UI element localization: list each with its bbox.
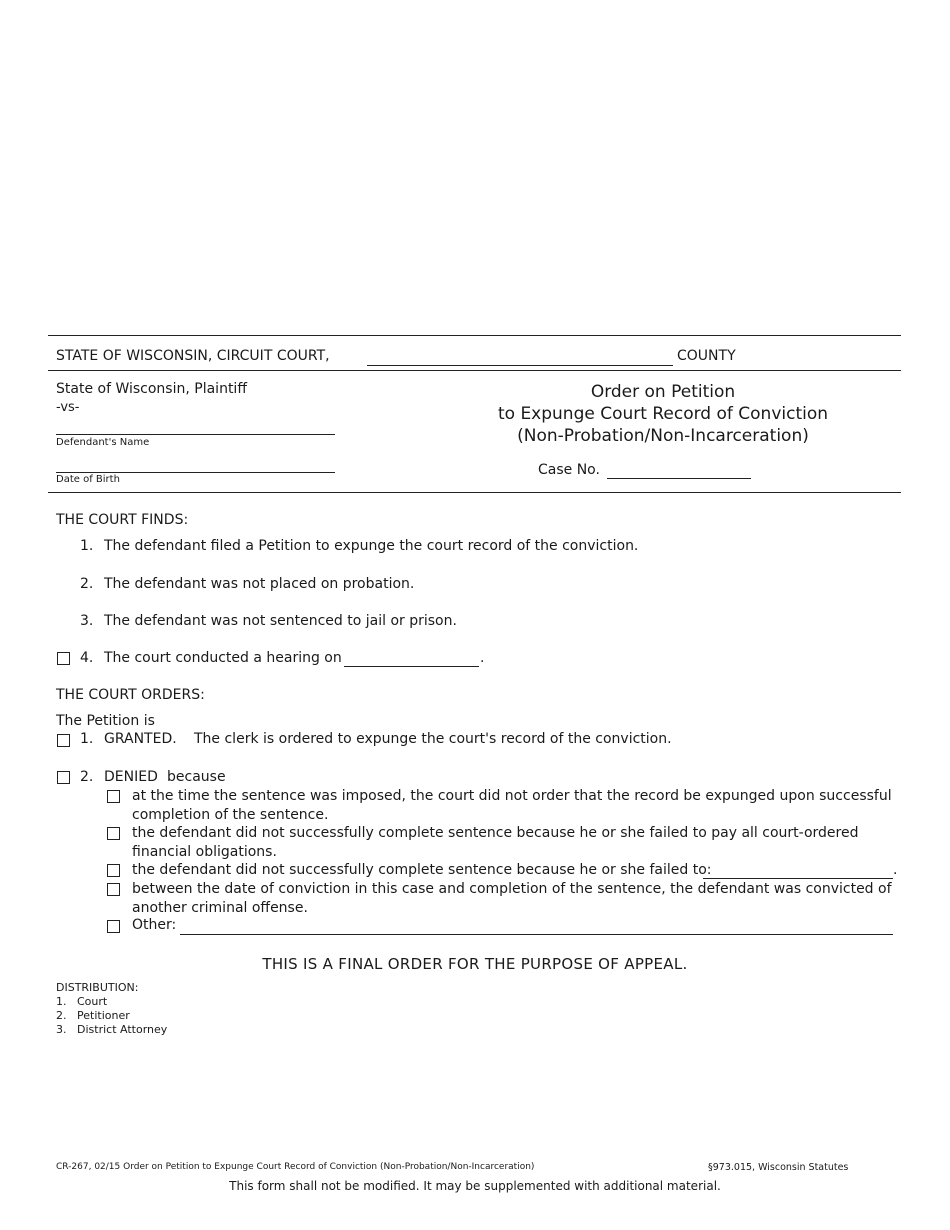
reason-other-checkbox[interactable] (107, 920, 120, 933)
hearing-date-field[interactable] (344, 666, 479, 667)
finding-1-num: 1. (80, 538, 94, 554)
footer-form-id: CR-267, 02/15 Order on Petition to Expunge Court Record of Conviction (Non-Probation/Non-Incarceration) (56, 1162, 535, 1172)
distribution-3-text: District Attorney (77, 1023, 168, 1036)
finding-2-num: 2. (80, 576, 94, 592)
reason-3-checkbox[interactable] (107, 864, 120, 877)
distribution-2-text: Petitioner (77, 1009, 130, 1022)
denied-text: because (167, 769, 226, 785)
reason-2-text: the defendant did not successfully complete sentence because he or she failed to pay all court-ordered financial obligations. (132, 825, 859, 860)
distribution-heading: DISTRIBUTION: (56, 981, 139, 994)
finding-2-text: The defendant was not placed on probation. (104, 576, 415, 592)
footer-notice: This form shall not be modified. It may be supplemented with additional material. (229, 1179, 721, 1193)
court-prefix: STATE OF WISCONSIN, CIRCUIT COURT, (56, 348, 330, 364)
granted-text: The clerk is ordered to expunge the court's record of the conviction. (194, 731, 672, 747)
denied-num: 2. (80, 769, 94, 785)
defendant-name-field[interactable] (56, 434, 335, 435)
granted-checkbox[interactable] (57, 734, 70, 747)
reason-4-text: between the date of conviction in this case and completion of the sentence, the defendant was convicted of another criminal offense. (132, 881, 892, 916)
finding-4-suffix: . (480, 650, 485, 666)
plaintiff-label: State of Wisconsin, Plaintiff (56, 381, 247, 397)
final-order-statement: THIS IS A FINAL ORDER FOR THE PURPOSE OF APPEAL. (262, 955, 688, 973)
header-rule (48, 370, 901, 371)
reason-3-text: the defendant did not successfully complete sentence because he or she failed to: (132, 862, 712, 878)
top-rule (48, 335, 901, 336)
reason-4-checkbox[interactable] (107, 883, 120, 896)
caption-rule (48, 492, 901, 493)
reason-3-suffix: . (893, 862, 898, 878)
orders-intro: The Petition is (56, 713, 155, 729)
finding-4-text: The court conducted a hearing on (104, 650, 342, 666)
county-field[interactable] (367, 365, 673, 366)
dob-field[interactable] (56, 472, 335, 473)
title-line-2: to Expunge Court Record of Conviction (497, 404, 829, 424)
reason-2-checkbox[interactable] (107, 827, 120, 840)
denied-keyword: DENIED (104, 769, 158, 785)
title-line-3: (Non-Probation/Non-Incarceration) (517, 426, 809, 446)
finding-3-num: 3. (80, 613, 94, 629)
case-no-label: Case No. (538, 462, 600, 478)
finding-3-text: The defendant was not sentenced to jail or prison. (104, 613, 457, 629)
reason-1-checkbox[interactable] (107, 790, 120, 803)
distribution-2-num: 2. (56, 1009, 67, 1022)
denied-checkbox[interactable] (57, 771, 70, 784)
distribution-1-text: Court (77, 995, 108, 1008)
findings-heading: THE COURT FINDS: (56, 512, 189, 528)
granted-keyword: GRANTED. (104, 731, 177, 747)
county-label: COUNTY (677, 348, 736, 364)
reason-1-text: at the time the sentence was imposed, the court did not order that the record be expunged upon successful completion of the sentence. (132, 788, 892, 823)
reason-3-field[interactable] (703, 878, 893, 879)
dob-label: Date of Birth (56, 474, 120, 485)
finding-4-checkbox[interactable] (57, 652, 70, 665)
case-no-field[interactable] (607, 478, 751, 479)
reason-other-label: Other: (132, 917, 177, 933)
title-line-1: Order on Petition (590, 382, 736, 402)
defendant-name-label: Defendant's Name (56, 437, 150, 448)
vs-label: -vs- (56, 400, 80, 415)
reason-other-field[interactable] (180, 934, 893, 935)
granted-num: 1. (80, 731, 94, 747)
distribution-3-num: 3. (56, 1023, 67, 1036)
footer-statute: §973.015, Wisconsin Statutes (708, 1162, 849, 1173)
finding-4-num: 4. (80, 650, 94, 666)
orders-heading: THE COURT ORDERS: (56, 687, 205, 703)
distribution-1-num: 1. (56, 995, 67, 1008)
finding-1-text: The defendant filed a Petition to expunge the court record of the conviction. (104, 538, 639, 554)
